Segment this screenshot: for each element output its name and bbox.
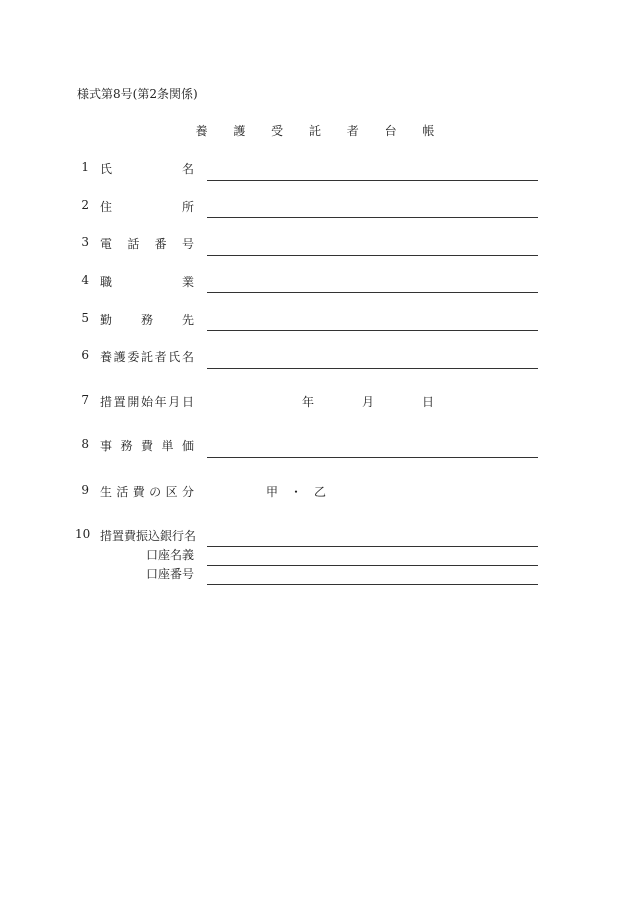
label-start-date bbox=[100, 393, 194, 410]
label-char: 所 bbox=[181, 200, 194, 214]
label-char: の bbox=[149, 485, 162, 499]
item-number-2: 2 bbox=[81, 198, 89, 212]
label-char: 名 bbox=[181, 350, 194, 364]
item-number-10: 10 bbox=[75, 527, 91, 541]
label-char: 名 bbox=[181, 162, 194, 176]
label-char: 氏 bbox=[168, 350, 181, 364]
label-address bbox=[100, 198, 194, 215]
label-name bbox=[100, 160, 194, 177]
item-number-3: 3 bbox=[81, 235, 89, 249]
form-id: 様式第8号(第2条関係) bbox=[77, 87, 198, 101]
field-account-name-line[interactable] bbox=[207, 565, 538, 566]
label-char: 住 bbox=[100, 200, 113, 214]
label-char: 話 bbox=[127, 237, 140, 251]
label-char: 措 bbox=[100, 395, 113, 409]
item-number-4: 4 bbox=[81, 273, 89, 287]
field-bank-name-line[interactable] bbox=[207, 546, 538, 547]
living-cost-option-b[interactable]: 乙 bbox=[314, 485, 327, 499]
label-workplace bbox=[100, 311, 194, 328]
field-address-line[interactable] bbox=[207, 217, 538, 218]
label-char: 勤 bbox=[100, 313, 113, 327]
item-number-6: 6 bbox=[81, 348, 89, 362]
label-char: 委 bbox=[127, 350, 140, 364]
label-char: 年 bbox=[154, 395, 167, 409]
field-occupation-line[interactable] bbox=[207, 292, 538, 293]
item-number-7: 7 bbox=[81, 393, 89, 407]
label-char: 業 bbox=[181, 275, 194, 289]
form-title: 養 護 受 託 者 台 帳 bbox=[195, 124, 446, 138]
field-phone-line[interactable] bbox=[207, 255, 538, 256]
label-occupation bbox=[100, 273, 194, 290]
label-char: 氏 bbox=[100, 162, 113, 176]
item-number-9: 9 bbox=[81, 483, 89, 497]
label-account-name: 口座名義 bbox=[145, 548, 194, 562]
living-cost-option-a[interactable]: 甲 bbox=[266, 485, 279, 499]
label-char: 電 bbox=[100, 237, 113, 251]
label-char: 費 bbox=[132, 485, 145, 499]
label-living-cost-class bbox=[100, 483, 194, 500]
label-char: 番 bbox=[154, 237, 167, 251]
label-char: 日 bbox=[181, 395, 194, 409]
field-unit-cost-line[interactable] bbox=[207, 457, 538, 458]
label-char: 費 bbox=[140, 439, 153, 453]
field-name-line[interactable] bbox=[207, 180, 538, 181]
date-day-label: 日 bbox=[422, 395, 435, 409]
label-char: 号 bbox=[181, 237, 194, 251]
label-caregiver-name bbox=[100, 348, 194, 365]
label-char: 単 bbox=[161, 439, 174, 453]
label-char: 分 bbox=[181, 485, 194, 499]
label-char: 先 bbox=[181, 313, 194, 327]
label-char: 始 bbox=[140, 395, 153, 409]
label-char: 置 bbox=[113, 395, 126, 409]
label-char: 託 bbox=[140, 350, 153, 364]
label-char: 務 bbox=[140, 313, 153, 327]
label-char: 職 bbox=[100, 275, 113, 289]
label-bank-name: 措置費振込銀行名 bbox=[100, 529, 197, 543]
label-unit-cost bbox=[100, 437, 194, 454]
item-number-8: 8 bbox=[81, 437, 89, 451]
label-char: 護 bbox=[113, 350, 126, 364]
label-char: 月 bbox=[168, 395, 181, 409]
label-char: 生 bbox=[100, 485, 113, 499]
living-cost-separator: ・ bbox=[290, 485, 303, 499]
label-char: 務 bbox=[120, 439, 133, 453]
date-month-label: 月 bbox=[362, 395, 375, 409]
field-account-number-line[interactable] bbox=[207, 584, 538, 585]
label-char: 事 bbox=[100, 439, 113, 453]
item-number-5: 5 bbox=[81, 311, 89, 325]
label-char: 者 bbox=[154, 350, 167, 364]
label-account-number: 口座番号 bbox=[145, 567, 194, 581]
field-caregiver-name-line[interactable] bbox=[207, 368, 538, 369]
label-char: 活 bbox=[116, 485, 129, 499]
date-year-label: 年 bbox=[302, 395, 315, 409]
label-char: 区 bbox=[165, 485, 178, 499]
label-char: 開 bbox=[127, 395, 140, 409]
item-number-1: 1 bbox=[81, 160, 89, 174]
label-phone bbox=[100, 235, 194, 252]
label-char: 養 bbox=[100, 350, 113, 364]
label-char: 価 bbox=[181, 439, 194, 453]
field-workplace-line[interactable] bbox=[207, 330, 538, 331]
